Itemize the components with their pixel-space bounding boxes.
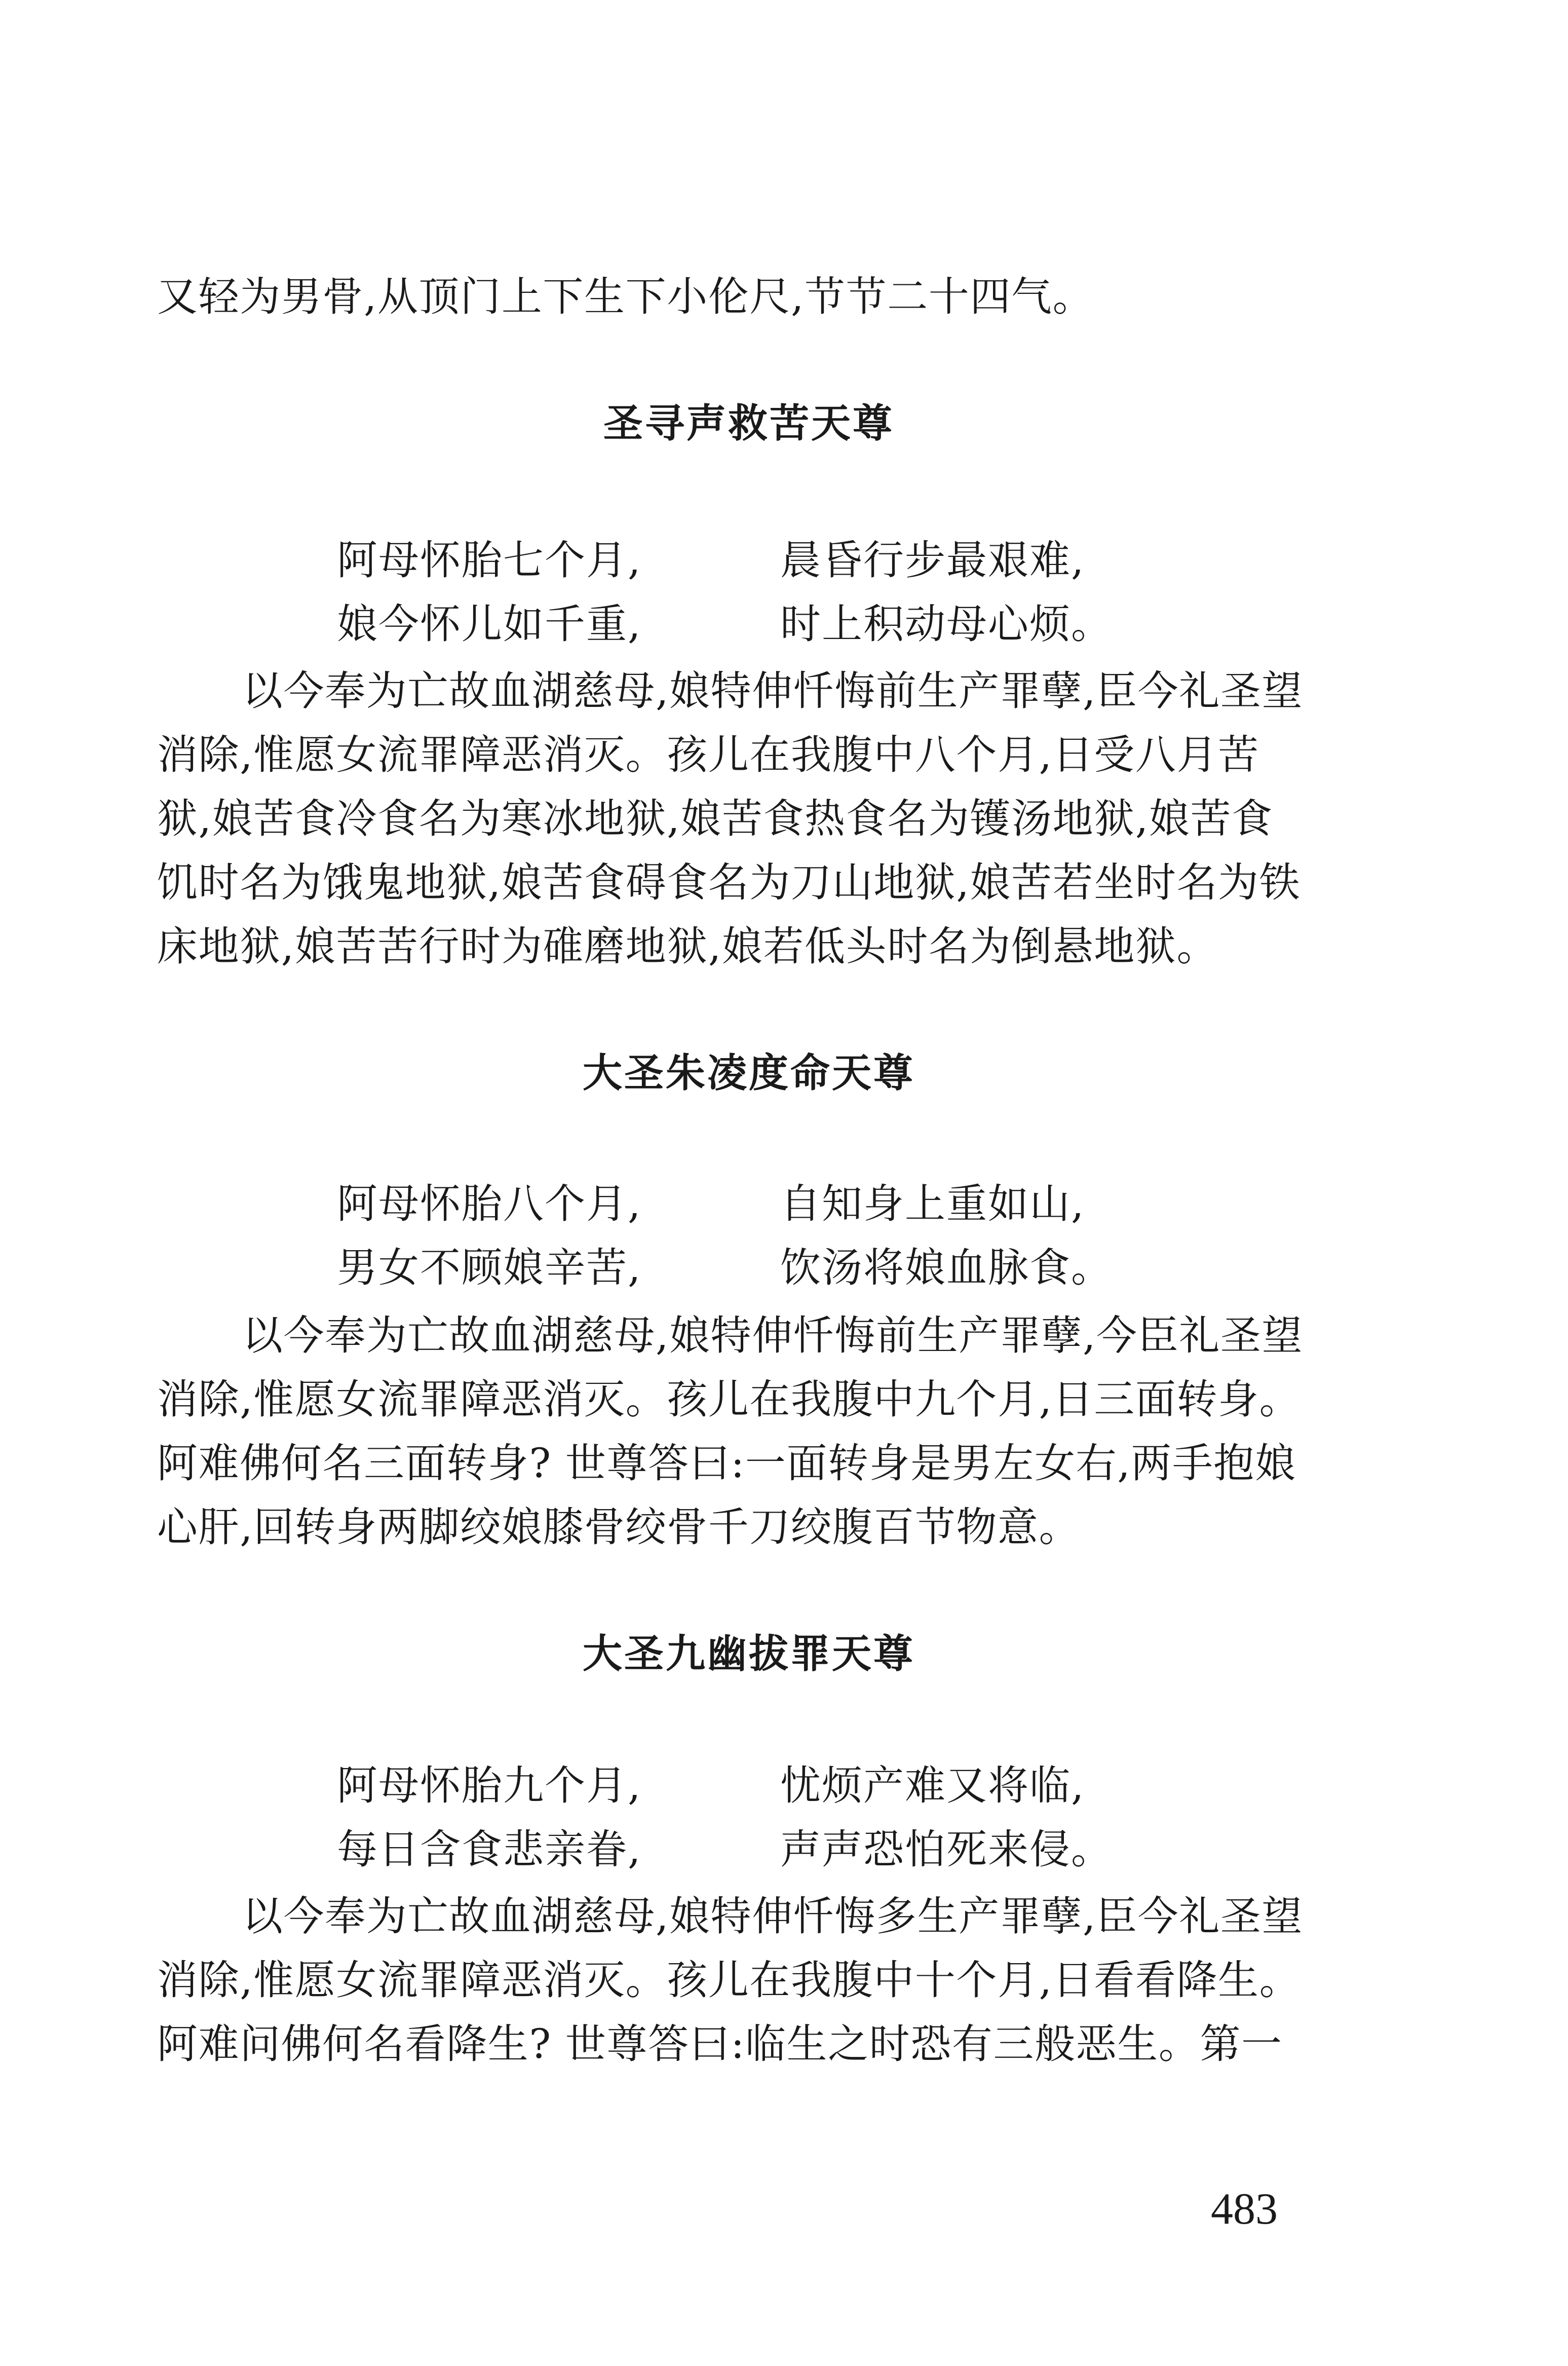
prose-line: 以今奉为亡故血湖慈母,娘特伸忏悔前生产罪孽,臣今礼圣望 [242,667,1304,715]
section-heading: 大圣朱凌度命天尊 [582,1050,915,1096]
verse-line: 忧烦产难又将临, [780,1762,1085,1809]
section-heading: 大圣九幽拔罪天尊 [582,1631,915,1677]
verse-line: 娘今怀儿如千重, [337,600,642,648]
verse-line: 每日含食悲亲眷, [337,1826,642,1873]
prose-line: 消除,惟愿女流罪障恶消灭。孩儿在我腹中八个月,日受八月苦 [157,731,1259,778]
verse-line: 阿母怀胎九个月, [337,1762,642,1809]
prose-line: 消除,惟愿女流罪障恶消灭。孩儿在我腹中十个月,日看看降生。 [157,1957,1301,2004]
verse-line: 自知身上重如山, [780,1180,1085,1227]
prose-line: 饥时名为饿鬼地狱,娘苦食碍食名为刀山地狱,娘苦若坐时名为铁 [157,859,1301,906]
prose-line: 床地狱,娘苦苦行时为碓磨地狱,娘若低头时名为倒悬地狱。 [157,923,1218,970]
verse-line: 饮汤将娘血脉食。 [780,1244,1113,1291]
opening-line: 又轻为男骨,从顶门上下生下小伦尺,节节二十四气。 [157,273,1094,320]
verse-line: 时上积动母心烦。 [780,600,1113,648]
verse-line: 阿母怀胎八个月, [337,1180,642,1227]
verse-line: 声声恐怕死来侵。 [780,1826,1113,1873]
verse-line: 阿母怀胎七个月, [337,537,642,584]
page-number: 483 [1211,2185,1278,2234]
prose-line: 消除,惟愿女流罪障恶消灭。孩儿在我腹中九个月,日三面转身。 [157,1376,1301,1423]
prose-line: 以今奉为亡故血湖慈母,娘特伸忏悔前生产罪孽,今臣礼圣望 [242,1312,1304,1359]
section-heading: 圣寻声救苦天尊 [603,401,894,446]
verse-line: 男女不顾娘辛苦, [337,1244,642,1291]
prose-line: 狱,娘苦食冷食名为寒冰地狱,娘苦食热食名为镬汤地狱,娘苦食 [157,795,1273,842]
prose-line: 心肝,回转身两脚绞娘膝骨绞骨千刀绞腹百节物意。 [157,1504,1081,1551]
prose-line: 阿难佛何名三面转身? 世尊答曰:一面转身是男左女右,两手抱娘 [157,1440,1296,1487]
prose-line: 阿难问佛何名看降生? 世尊答曰:临生之时恐有三般恶生。第一 [157,2020,1283,2068]
prose-line: 以今奉为亡故血湖慈母,娘特伸忏悔多生产罪孽,臣今礼圣望 [242,1893,1304,1940]
verse-line: 晨昏行步最艰难, [780,537,1085,584]
